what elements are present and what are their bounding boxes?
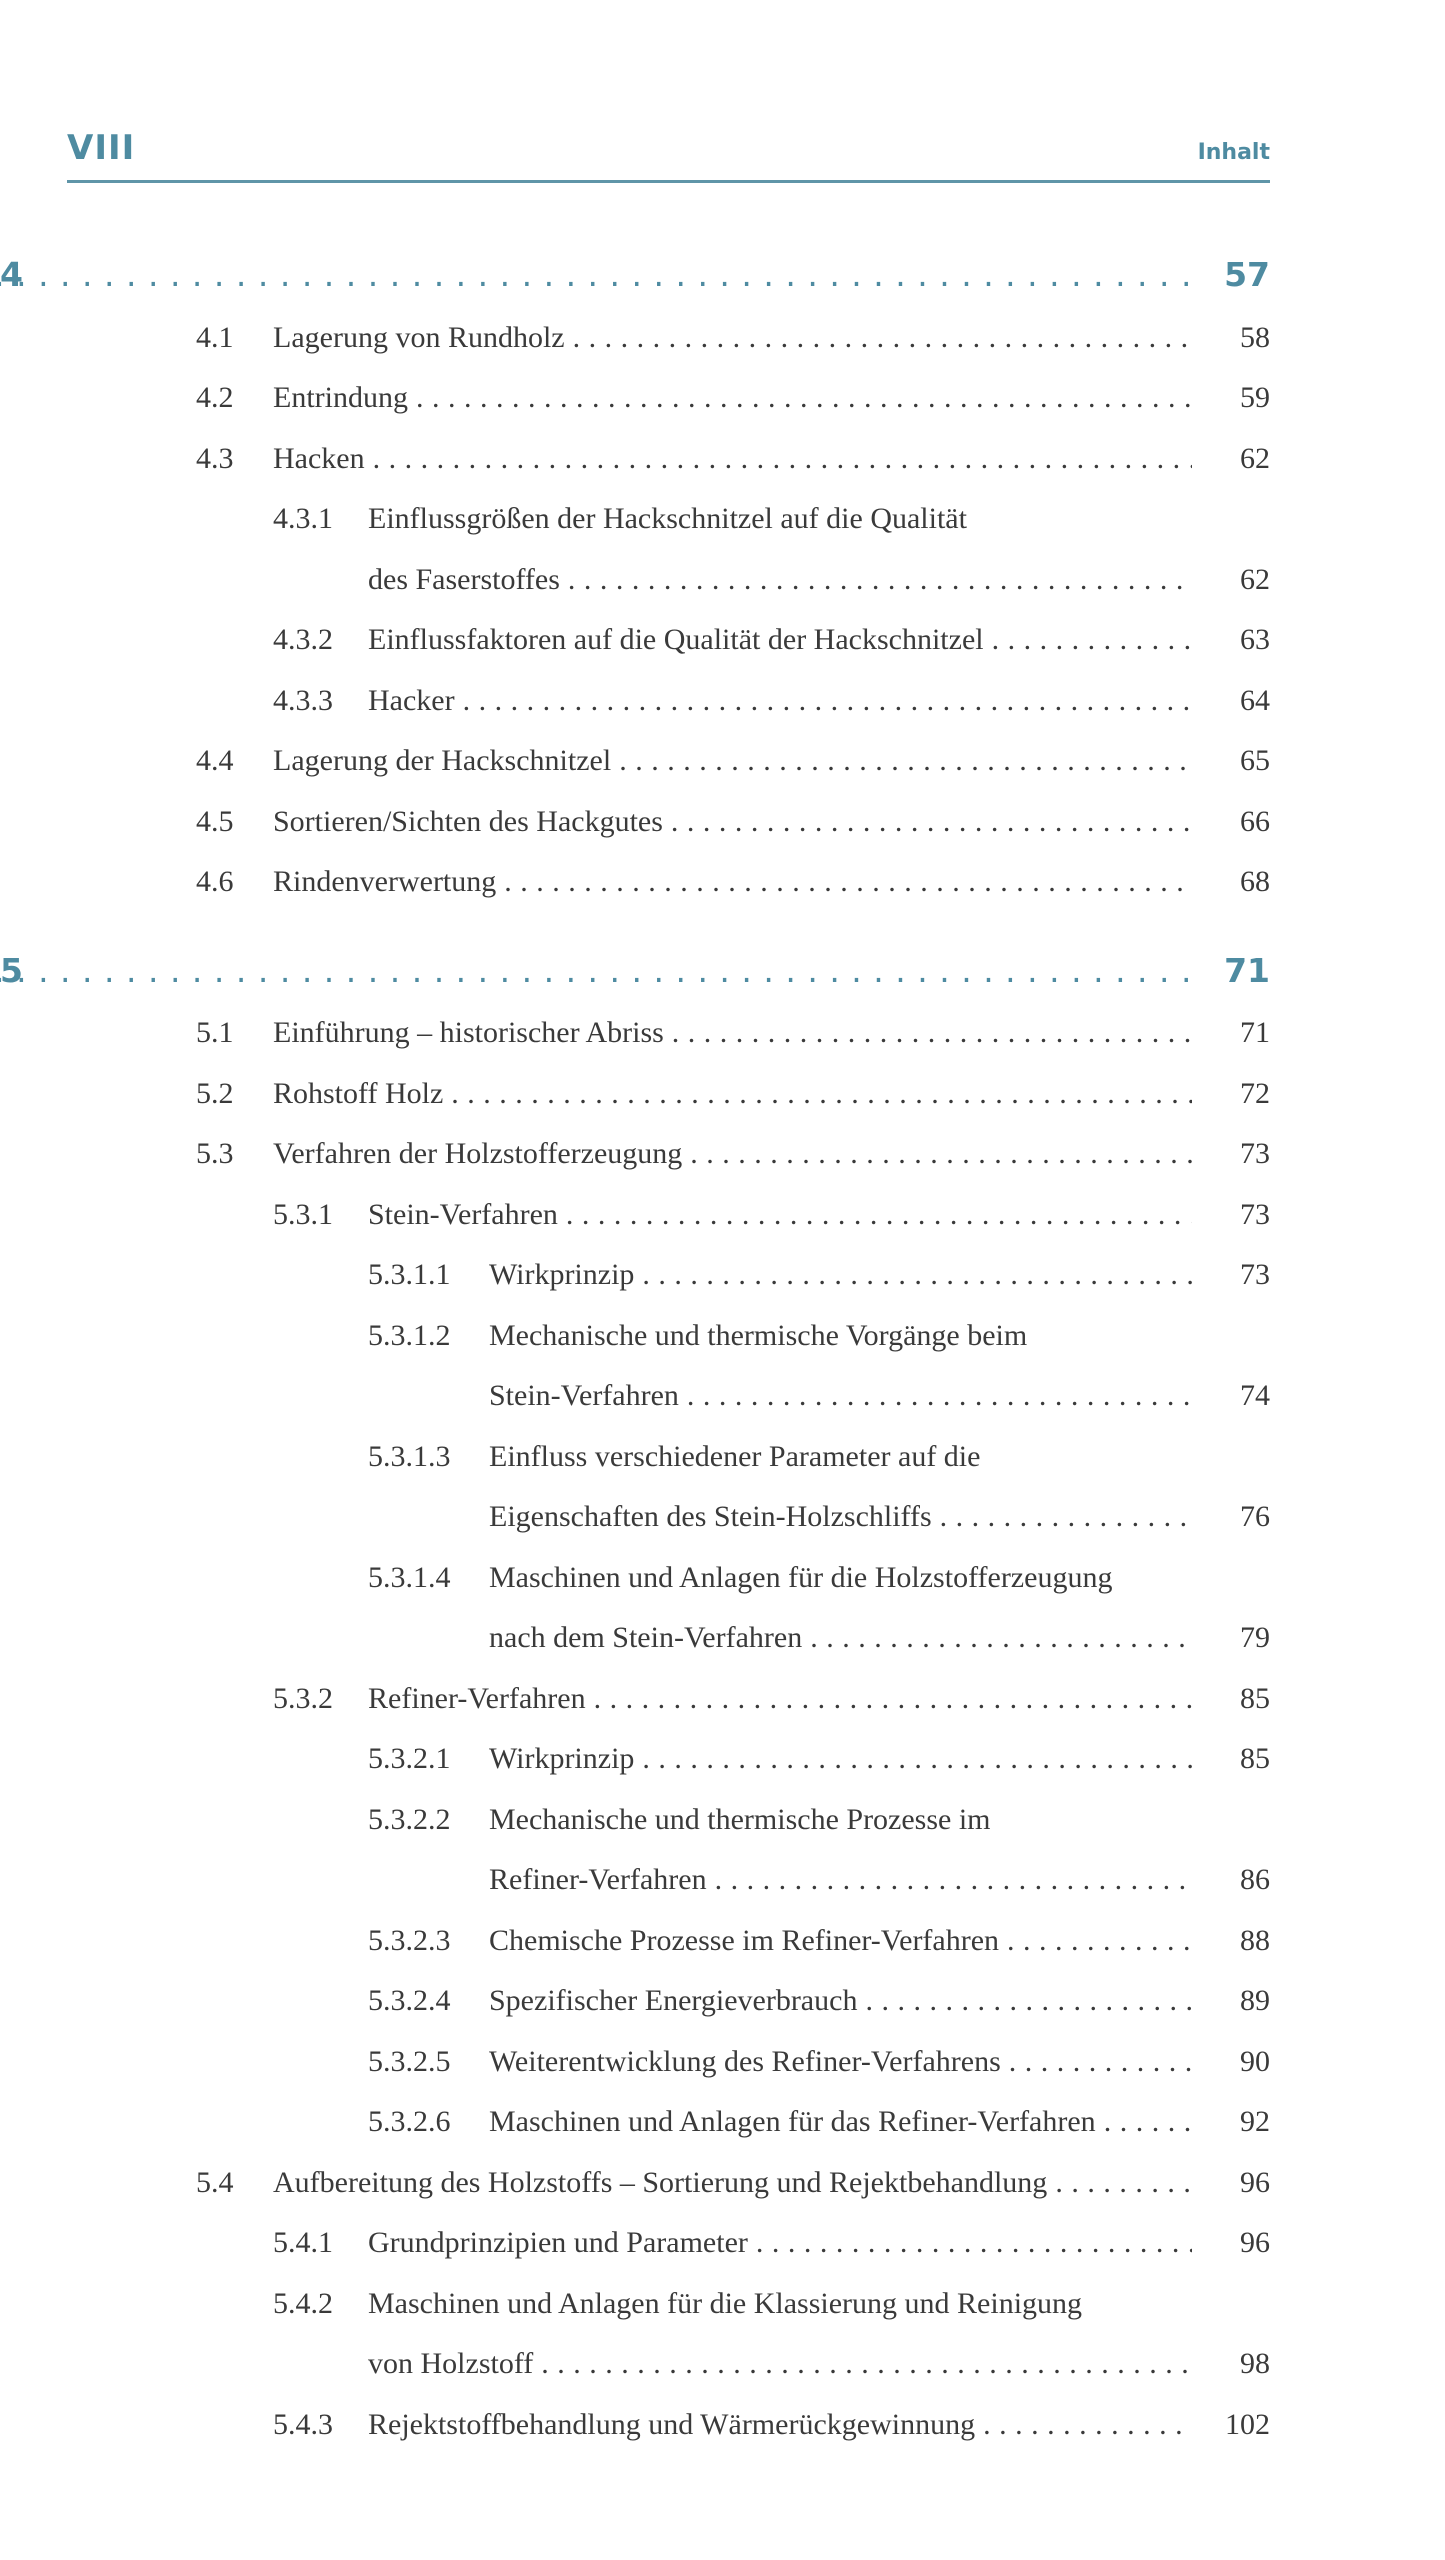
toc-entry-page: 73 — [1240, 1197, 1270, 1231]
toc-entry-page: 65 — [1240, 744, 1270, 777]
toc-entry-number: 5.4.2 — [273, 2286, 333, 2320]
toc-entry-page: 58 — [1240, 320, 1270, 354]
toc-entry-title: Weiterentwicklung des Refiner-Verfahrens . . . — [489, 2037, 1192, 2087]
toc-entry-title: Hacker . . . — [368, 676, 1192, 726]
toc-entry-number: 5.3 — [196, 1137, 234, 1170]
toc-entry-number: 5.4 — [196, 2165, 234, 2199]
toc-entry-number: 5.3.1 — [273, 1197, 333, 1231]
toc-entry-page: 73 — [1240, 1137, 1270, 1170]
toc-entry-page: 85 — [1240, 1742, 1270, 1775]
toc-entry-title: Mechanische und thermische Prozesse im — [489, 1802, 991, 1836]
toc-entry-number: 4.3.1 — [273, 502, 333, 535]
toc-entry-number: 5.3.1.2 — [368, 1318, 451, 1352]
toc-entry-page: 76 — [1240, 1500, 1270, 1533]
toc-entry-title: Einflussfaktoren auf die Qualität der Hackschnitzel . . . — [368, 615, 1192, 665]
toc-entry-title: Spezifischer Energieverbrauch . . . — [489, 1976, 1192, 2026]
toc-entry-page: 102 — [1225, 2407, 1270, 2441]
toc-entry-number: 5.1 — [196, 1016, 234, 1049]
toc-entry-title: Stein-Verfahren . . . — [489, 1371, 1192, 1421]
toc-entry-number: 5.3.1.1 — [368, 1258, 451, 1291]
toc-entry-title: Maschinen und Anlagen für das Refiner-Verfahren . . . — [489, 2097, 1192, 2147]
toc-entry-number: 4.6 — [196, 865, 234, 898]
toc-entry-title: Wirkprinzip . . . — [489, 1250, 1192, 1300]
toc-entry-number: 5.3.1.3 — [368, 1439, 451, 1473]
toc-entry-number: 5.3.1.4 — [368, 1560, 451, 1594]
toc-entry-page: 89 — [1240, 1984, 1270, 2017]
toc-entry-number: 5.3.2.4 — [368, 1984, 451, 2017]
toc-entry-title: Maschinen und Anlagen für die Klassierung und Reinigung — [368, 2286, 1083, 2320]
toc-entry-page: 96 — [1240, 2226, 1270, 2259]
toc-entry-title: Einflussgrößen der Hackschnitzel auf die Qualität — [368, 502, 967, 535]
toc-entry-page: 71 — [1224, 950, 1270, 990]
toc-entry-title — [0, 250, 1192, 300]
toc-entry-number: 5.3.2.1 — [368, 1742, 451, 1775]
toc-entry-page: 85 — [1240, 1681, 1270, 1715]
toc-entry-number: 5.4.3 — [273, 2407, 333, 2441]
toc-entry-number: 4.2 — [196, 381, 234, 414]
toc-entry-number: 4.3.2 — [273, 623, 333, 656]
toc-entry-number: 4.5 — [196, 804, 234, 838]
toc-entry-page: 71 — [1240, 1016, 1270, 1049]
toc-entry-page: 90 — [1240, 2044, 1270, 2078]
toc-entry-page: 73 — [1240, 1258, 1270, 1291]
toc-entry-title: Entrindung . . . — [273, 373, 1192, 423]
toc-entry-number: 4.1 — [196, 320, 234, 354]
toc-entry-title: Maschinen und Anlagen für die Holzstofferzeugung — [489, 1560, 1113, 1594]
toc-entry-number: 5.3.2 — [273, 1681, 333, 1715]
toc-entry-number: 5.3.2.6 — [368, 2105, 451, 2138]
toc-entry-number: 5.4.1 — [273, 2226, 333, 2259]
toc-entry-title: des Faserstoffes . . . — [368, 555, 1192, 605]
toc-entry-page: 62 — [1240, 562, 1270, 596]
toc-entry-title: Aufbereitung des Holzstoffs – Sortierung und Rejektbehandlung . . . — [273, 2158, 1192, 2208]
toc-entry-page: 72 — [1240, 1076, 1270, 1110]
toc-entry-title: Chemische Prozesse im Refiner-Verfahren . . . — [489, 1916, 1192, 1966]
toc-entry-title: Wirkprinzip . . . — [489, 1734, 1192, 1784]
toc-entry-title — [0, 946, 1192, 996]
toc-entry-title: Verfahren der Holzstofferzeugung . . . — [273, 1129, 1192, 1179]
toc-entry-title: Lagerung von Rundholz . . . — [273, 313, 1192, 363]
toc-entry-number: 5 — [0, 950, 23, 990]
toc-entry-title: Rohstoff Holz . . . — [273, 1069, 1192, 1119]
toc-entry-page: 63 — [1240, 623, 1270, 656]
page-header — [67, 128, 1270, 183]
toc-entry-page: 64 — [1240, 683, 1270, 717]
toc-entry-page: 88 — [1240, 1923, 1270, 1957]
toc-entry-title: Refiner-Verfahren . . . — [489, 1855, 1192, 1905]
toc-entry-page: 57 — [1224, 255, 1270, 294]
toc-entry-page: 66 — [1240, 804, 1270, 838]
toc-entry-page: 92 — [1240, 2105, 1270, 2138]
toc-entry-title: Mechanische und thermische Vorgänge beim — [489, 1318, 1028, 1352]
toc-entry-title: Refiner-Verfahren . . . — [368, 1674, 1192, 1724]
toc-entry-number: 4.3.3 — [273, 683, 333, 717]
toc-entry-title: Einfluss verschiedener Parameter auf die — [489, 1439, 981, 1473]
toc-entry-number: 5.3.2.3 — [368, 1923, 451, 1957]
toc-entry-title: von Holzstoff . . . — [368, 2339, 1192, 2389]
toc-entry-title: Lagerung der Hackschnitzel . . . — [273, 736, 1192, 786]
toc-entry-title: Hacken . . . — [273, 434, 1192, 484]
toc-entry-page: 74 — [1240, 1379, 1270, 1412]
page-number: VIII — [67, 128, 136, 168]
toc-entry-number: 4 — [0, 255, 23, 294]
toc-entry-number: 5.2 — [196, 1076, 234, 1110]
toc-entry-page: 86 — [1240, 1863, 1270, 1896]
toc-entry-page: 68 — [1240, 865, 1270, 898]
toc-entry-number: 4.3 — [196, 441, 234, 475]
toc-entry-title: Sortieren/Sichten des Hackgutes . . . — [273, 797, 1192, 847]
toc-entry-number: 5.3.2.2 — [368, 1802, 451, 1836]
toc-entry-page: 98 — [1240, 2347, 1270, 2380]
toc-entry-title: Eigenschaften des Stein-Holzschliffs . . . — [489, 1492, 1192, 1542]
toc-entry-title: Rejektstoffbehandlung und Wärmerückgewinnung . . . — [368, 2400, 1192, 2450]
toc-entry-title: Einführung – historischer Abriss . . . — [273, 1008, 1192, 1058]
toc-entry-page: 79 — [1240, 1621, 1270, 1654]
toc-entry-page: 62 — [1240, 441, 1270, 475]
running-title: Inhalt — [1197, 140, 1270, 165]
toc-entry-title: Stein-Verfahren . . . — [368, 1190, 1192, 1240]
toc-entry-page: 96 — [1240, 2165, 1270, 2199]
toc-entry-page: 59 — [1240, 381, 1270, 414]
toc-entry-title: nach dem Stein-Verfahren . . . — [489, 1613, 1192, 1663]
toc-entry-number: 4.4 — [196, 744, 234, 777]
toc-entry-number: 5.3.2.5 — [368, 2044, 451, 2078]
toc-entry-title: Rindenverwertung . . . — [273, 857, 1192, 907]
toc-entry-title: Grundprinzipien und Parameter . . . — [368, 2218, 1192, 2268]
